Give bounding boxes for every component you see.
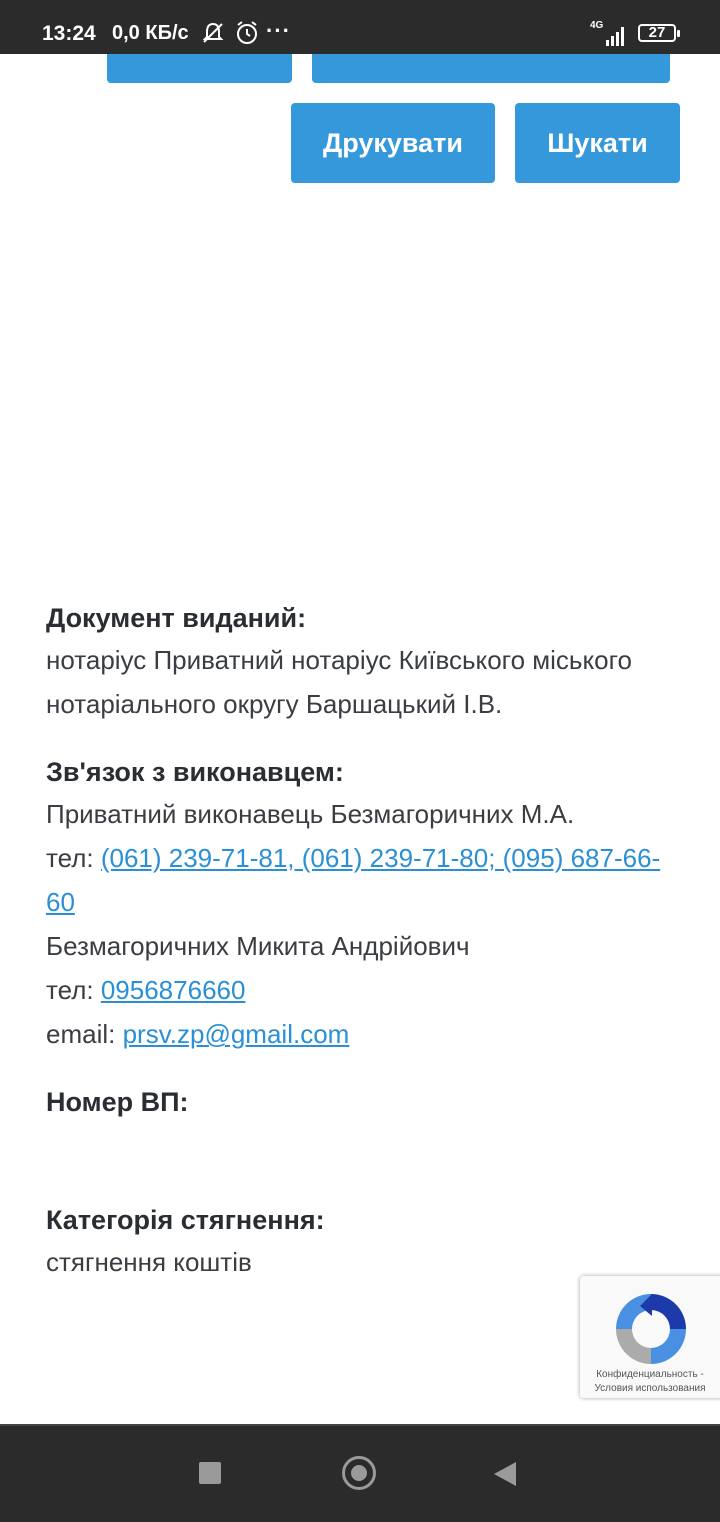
category-label: Категорія стягнення: — [46, 1205, 325, 1235]
print-button[interactable]: Друкувати — [291, 103, 495, 183]
contact-label: Зв'язок з виконавцем: — [46, 757, 344, 787]
search-button[interactable]: Шукати — [515, 103, 680, 183]
tel-label: тел: — [46, 975, 101, 1005]
email-link[interactable]: prsv.zp@gmail.com — [122, 1019, 350, 1049]
back-icon[interactable] — [494, 1462, 516, 1486]
battery-icon — [638, 24, 676, 42]
more-notifications-icon: ··· — [266, 18, 291, 43]
phones-line-2 — [46, 968, 666, 1012]
executor-name: Приватний виконавець Безмагоричних М.А. — [46, 799, 575, 829]
phone-links[interactable]: (061) 239-71-81, (061) 239-71-80; (095) 687-66-60 — [46, 843, 661, 917]
system-navigation-bar — [0, 1424, 720, 1522]
signal-icon — [600, 24, 628, 46]
email-label: email: — [46, 1019, 123, 1049]
category-value: стягнення коштів — [46, 1247, 252, 1277]
partial-button-right[interactable] — [312, 54, 670, 83]
recaptcha-separator: - — [697, 1369, 704, 1380]
phone-link[interactable]: 0956876660 — [100, 975, 246, 1005]
phones-line-1 — [46, 836, 666, 924]
status-network-speed: 0,0 КБ/с — [112, 22, 189, 44]
recaptcha-badge[interactable] — [580, 1276, 720, 1398]
battery-level: 27 — [648, 24, 666, 41]
recaptcha-privacy-link[interactable]: Конфиденциальность — [596, 1369, 698, 1380]
tel-label: тел: — [46, 843, 101, 873]
issued-by-label: Документ виданий: — [46, 603, 307, 633]
recaptcha-icon — [610, 1288, 692, 1370]
document-details — [46, 598, 666, 1302]
category-section — [46, 1200, 666, 1284]
recaptcha-terms-link[interactable]: Условия использования — [594, 1383, 706, 1394]
status-time: 13:24 — [42, 22, 96, 45]
issued-by-value: нотаріус Приватний нотаріус Київського міського нотаріального округу Баршацький І.В. — [46, 645, 632, 719]
partial-button-left[interactable] — [107, 54, 292, 83]
recent-apps-icon[interactable] — [199, 1462, 221, 1484]
network-type: 4G — [590, 20, 604, 31]
issued-by-section — [46, 598, 666, 726]
recaptcha-links — [580, 1368, 720, 1396]
alarm-icon — [234, 20, 260, 46]
notifications-muted-icon — [200, 20, 226, 46]
contact-section — [46, 752, 666, 1056]
email-line — [46, 1012, 666, 1056]
home-icon[interactable] — [342, 1456, 376, 1490]
vp-number-label: Номер ВП: — [46, 1087, 189, 1117]
person-name: Безмагоричних Микита Андрійович — [46, 931, 470, 961]
vp-number-section — [46, 1082, 666, 1182]
status-bar — [0, 0, 720, 54]
